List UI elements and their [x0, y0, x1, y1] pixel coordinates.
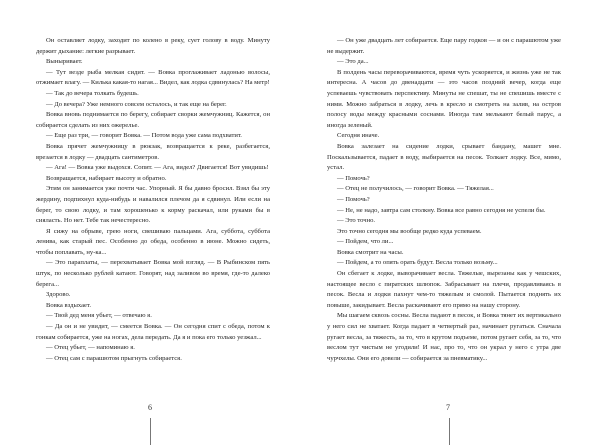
- paragraph: Возвращается, набирает высоту и обратно.: [46, 174, 167, 182]
- paragraph: Он оставляет лодку, заходит по колено в реку, сует голову в воду. Минуту держит дыхание: легкие разрывает.: [36, 37, 270, 55]
- right-page: [327, 36, 561, 364]
- paragraph: Мы шагаем сквозь сосны. Весла падают в песок, и Вовка тянет их вертикально у него сил не хватает. Когда падает в четвертый раз, начинает ругаться. Сначала ругает весла, за тяжесть, за то, что в крутом подъеме, потом ругает себя, за то, что веслом тут чистым не угодили! И нас, про то, что он украл у него с утра две чурчхелы. Они его довели — собирается за пневматику...: [327, 312, 561, 362]
- paragraph: Вовка смотрит на часы.: [337, 248, 404, 256]
- paragraph: — Тут везде рыба мелкая сидит. — Вовка проглаживает ладонью волосы, отжимает влагу. — Килька какая-то нагая... Видел, как лодка сдвинулась? На метр!: [36, 68, 270, 87]
- paragraph: — Пойдем, что ли...: [337, 238, 394, 246]
- paragraph: Вовка прячет жемчужницу в рюкзак, возвращается к реке, разбегается, врезается в лодку — двадцать сантиметров.: [36, 142, 270, 161]
- paragraph: Этим он занимается уже почти час. Упорный. Я бы давно бросил. Взял бы эту жердину, подпихнул куда-нибудь и навалился плечом да я сдвинул. Или если на берег, то свою лодку, и там хорошенько к корму раскачал, или руками бы в сияласть. Но нет. Тебе так нечестересно.: [36, 185, 270, 225]
- page-number-right: 7: [446, 403, 450, 412]
- paragraph: — Еще раз три, — говорит Вовка. — Потом вода уже сама подхватит.: [46, 132, 242, 140]
- paragraph: Вовка вновь поднимается по берегу, собирает сворки жемчужниц. Кажется, он собирается сделать из них ожерелье.: [36, 111, 270, 129]
- paragraph: — Он уже двадцать лет собирается. Еще пару годков — и он с парашютом уже не выдержит.: [327, 37, 561, 55]
- paragraph: — Не, не надо, завтра сам столкну. Вовка все равно сегодня не успели бы.: [337, 206, 546, 214]
- paragraph: Я сижу на обрыве, грею ноги, свешиваю пальцами. Ага, суббота, суббота ленива, как старый пес. Особенно до обеда, особенно в июне. Можно сидеть, чтобы поплавать, ну-ка...: [36, 227, 270, 256]
- paragraph: — Так до вечера толкать будешь.: [46, 89, 139, 97]
- paragraph: — Это да...: [337, 58, 369, 66]
- paragraph: — Помочь?: [337, 195, 370, 203]
- paragraph: Это точно сегодня мы вообще редко куда успеваем.: [337, 227, 482, 235]
- paragraph: В полдень часы переворачиваются, время чуть ускоряется, и жизнь уже не так интересна. А часов до двенадцати — это часов поздний вечер, когда еще успеваешь чувствовать перспективу. Минуты не спешат, ты не спешишь вместе с ними. Можно забраться в лодку, лечь в кресло и смотреть на залив, на остров полосу воды между красными соснами. Иногда там мелькают белый парус, а иногда зеленый.: [327, 68, 561, 129]
- paragraph: Выныривает.: [46, 58, 83, 66]
- paragraph: — Помочь?: [337, 174, 370, 182]
- folio-rule-left: [150, 418, 151, 445]
- paragraph: — Отец не получилось, — говорит Вовка. — Тяжелая...: [337, 185, 494, 193]
- paragraph: Вовка вздыхает.: [46, 301, 91, 309]
- paragraph: Сегодня иначе.: [337, 132, 380, 140]
- paragraph: — До вечера? Уже немного совсем осталось, и так еще на берег.: [46, 100, 227, 108]
- paragraph: — Отец сам с парашютом прыгнуть собирается.: [46, 354, 182, 362]
- paragraph: — Это параплаты, — перехватывает Вовка мой взгляд. — В Рыбинском пять штук, по несколько рублей катают. Говорят, над заливом во время, где-то далеко берега...: [36, 259, 270, 288]
- paragraph: — Да он и не увидит, — смеется Вовка. — Он сегодня спит с обеда, потом к гонкам собирается, уже на ногах, дела передать. Да я и пока его только уезжал...: [36, 323, 270, 341]
- paragraph: Вовка залезает на сидение лодки, срывает бандану, машет мне. Поскальзывается, падает в воду, выбирается на песок. Толкает лодку. Все, мимо, устал.: [327, 142, 561, 172]
- paragraph: — Пойдем, а то опять орать будут. Весла только возьму...: [337, 259, 498, 267]
- paragraph: Он сбегает к лодке, выворачивает весла. Тяжелые, вырезаны как у чешских, настоящее весло с пиратских шлюпок. Забрасывает на плечи, продавливаясь в песок. Весла и лодки пахнут чем-то тяжелым и смолой. Пытается поднять их повыше, закидывает. Весла раскачивают его прямо на нашу сторону.: [327, 270, 561, 309]
- paragraph: — Ага! — Вовка уже выдохся. Сопит. — Ага, видел? Двигается! Вот увидишь!: [46, 164, 269, 172]
- folio-rule-right: [449, 418, 450, 445]
- paragraph: — Отец убьет, — напоминаю я.: [46, 344, 135, 352]
- page-number-left: 6: [148, 403, 152, 412]
- paragraph: — Твой дед меня убьет, — отвечаю я.: [46, 312, 152, 320]
- paragraph: Здорово.: [46, 291, 71, 299]
- left-page: [36, 36, 270, 364]
- paragraph: — Это точно.: [337, 217, 376, 225]
